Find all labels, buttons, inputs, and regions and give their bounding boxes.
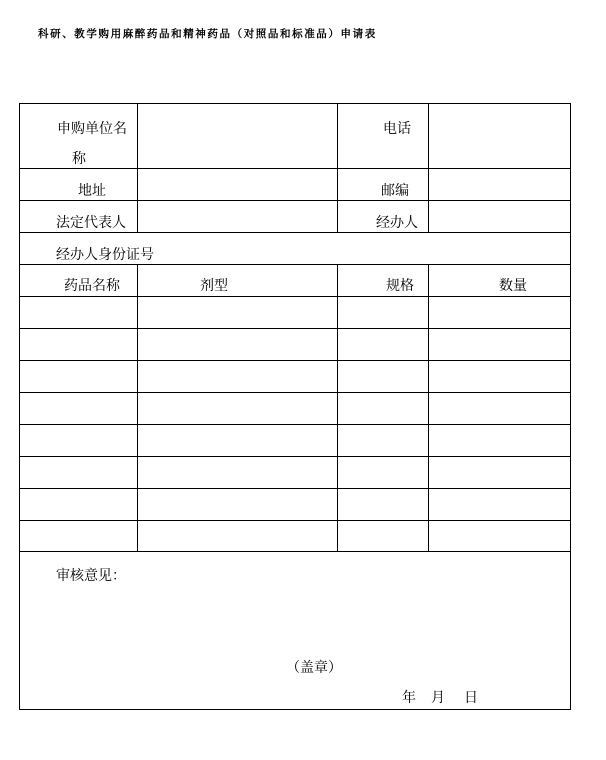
row-divider [20,296,570,297]
column-divider [137,264,138,551]
column-divider [137,104,138,232]
column-divider [337,104,338,232]
review-label: 审核意见： [56,568,126,584]
column-divider [428,264,429,551]
row-divider [20,360,570,361]
row-divider [20,392,570,393]
postcode-label: 邮编 [381,183,409,199]
header-spec: 规格 [386,278,414,294]
address-label: 地址 [78,183,106,199]
row-divider [20,456,570,457]
row-divider [20,488,570,489]
unit-name-label: 申购单位名 [57,121,127,137]
header-quantity: 数量 [499,278,527,294]
legal-rep-label: 法定代表人 [56,215,126,231]
row-divider [20,200,570,201]
month-label: 月 [431,690,445,706]
handler-id-label: 经办人身份证号 [56,247,154,263]
unit-name-label-cont: 称 [72,151,86,167]
phone-label: 电话 [383,121,411,137]
row-divider [20,424,570,425]
row-divider [20,168,570,169]
day-label: 日 [464,690,478,706]
row-divider [20,328,570,329]
header-drug-name: 药品名称 [64,278,120,294]
column-divider [337,264,338,551]
row-divider [20,551,570,552]
handler-label: 经办人 [376,215,418,231]
header-dosage-form: 剂型 [200,278,228,294]
row-divider [20,520,570,521]
row-divider [20,232,570,233]
form-title: 科研、教学购用麻醉药品和精神药品（对照品和标准品）申请表 [38,28,377,40]
seal-label: （盖章） [286,660,342,676]
year-label: 年 [402,690,416,706]
application-form [19,103,571,710]
column-divider [428,104,429,232]
row-divider [20,264,570,265]
